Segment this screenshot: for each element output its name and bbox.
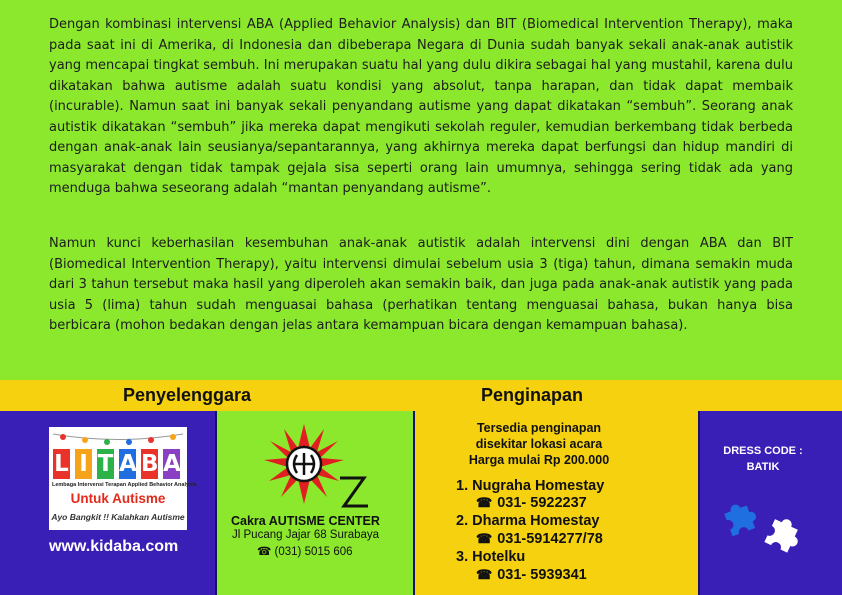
hotel-phone: 031- 5922237 (497, 495, 587, 511)
dress-code-label: DRESS CODE : (723, 445, 803, 457)
logo-tagline: Lembaga Intervensi Terapan Applied Behavior Analysis (52, 482, 197, 488)
puzzle-piece-icon (719, 499, 759, 539)
hotel-phone: 031- 5939341 (497, 567, 587, 583)
phone-icon: ☎ (476, 567, 493, 582)
logo-subtitle: Untuk Autisme (70, 491, 166, 506)
phone-icon: ☎ (476, 495, 493, 510)
hotel-name: 1. Nugraha Homestay (456, 478, 605, 494)
cakra-name: Cakra AUTISME CENTER (231, 514, 380, 528)
dress-code (700, 443, 826, 475)
lodging-intro-line: disekitar lokasi acara (475, 437, 603, 451)
hotel-name: 2. Dharma Homestay (456, 513, 600, 529)
logo-letter: B (141, 451, 159, 477)
hotel-phone-row (476, 567, 587, 583)
lodging-price: Harga mulai Rp 200.000 (468, 453, 610, 467)
puzzle-piece-icon (761, 513, 803, 555)
bunting-string-icon (51, 431, 185, 445)
website-link[interactable]: www.kidaba.com (49, 538, 179, 555)
lodging-intro-line: Tersedia penginapan (476, 421, 602, 435)
organizer-heading: Penyelenggara (123, 385, 252, 405)
divider (698, 411, 700, 595)
divider (215, 411, 217, 595)
logo-letter: A (163, 451, 181, 477)
hotel-phone: 031-5914277/78 (497, 531, 603, 547)
hotel-name: 3. Hotelku (456, 549, 526, 565)
cakra-logo-icon (264, 422, 372, 512)
logo-slogan: Ayo Bangkit !! Kalahkan Autisme (51, 512, 185, 522)
cakra-phone-row (257, 544, 353, 558)
logo-letter: A (119, 451, 137, 477)
phone-icon: ☎ (257, 546, 272, 558)
logo-letter: I (75, 449, 92, 479)
logo-letter: L (54, 451, 69, 477)
intro-paragraph-2: Namun kunci keberhasilan kesembuhan anak-anak autistik adalah intervensi dini dengan ABA dan BIT (Biomedical Intervention Therapy), yaitu intervensi dimulai sebelum usia 3 (tiga) tahun, dimana semakin muda dari 3 tahun tersebut maka hasil yang diperoleh akan semakin baik, dan juga pada anak-anak autistik yang pada usia 5 (lima) tahun sudah menguasai bahasa (perhatikan tentang menguasai bahasa, bukan hanya bisa berbicara (mohon bedakan dengan jelas antara kemampuan bicara dengan kemampuan bahasa). (49, 236, 793, 333)
cakra-phone: (031) 5015 606 (274, 546, 353, 558)
dress-code-value: BATIK (746, 461, 780, 473)
hotel-phone-row (476, 531, 603, 547)
hotel-phone-row (476, 495, 587, 511)
intro-paragraph-1: Dengan kombinasi intervensi ABA (Applied Behavior Analysis) dan BIT (Biomedical Intervention Therapy), maka pada saat ini di Amerika, di Indonesia dan dibeberapa Negara di Dunia sudah banyak sekali anak-anak autistik yang mencapai tingkat sembuh. Ini merupakan suatu hal yang dulu dikira sebagai hal yang mustahil, karena dulu dikatakan bahwa autisme adalah suatu kondisi yang absolut, tanpa harapan, dan tidak dapat membaik (incurable). Namun saat ini banyak sekali penyandang autisme yang dapat dikatakan “sembuh”. Seorang anak autistik dikatakan “sembuh” jika mereka dapat mengikuti sekolah reguler, kemudian berkembang tidak berbeda dengan anak-anak lain seusianya/sepantarannya, yang akhirnya mereka dapat berfungsi dan hidup mandiri di masyarakat dengan tidak tampak gejala sisa seperti orang lain umumnya, sehingga sering tidak ada yang menduga bahwa seseorang adalah “mantan penyandang autisme”. (49, 17, 793, 196)
lodging-heading: Penginapan (481, 385, 584, 405)
litaba-logo (49, 427, 197, 530)
phone-icon: ☎ (476, 531, 493, 546)
logo-letter: T (97, 451, 114, 477)
cakra-address: Jl Pucang Jajar 68 Surabaya (232, 529, 380, 541)
